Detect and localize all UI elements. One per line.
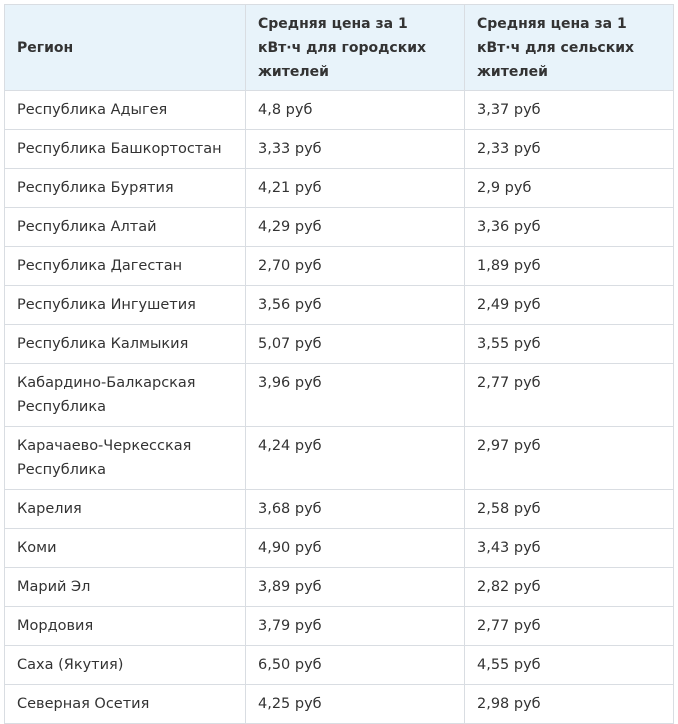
- cell-rural-price: 2,97 руб: [465, 427, 674, 490]
- table-row: [5, 529, 674, 568]
- table-row: [5, 91, 674, 130]
- table-row: [5, 247, 674, 286]
- cell-rural-price: 2,77 руб: [465, 607, 674, 646]
- header-urban-price: Средняя цена за 1 кВт·ч для городских жителей: [246, 5, 465, 91]
- cell-region: Республика Башкортостан: [5, 130, 246, 169]
- cell-rural-price: 2,77 руб: [465, 364, 674, 427]
- header-row: [5, 5, 674, 91]
- table-row: [5, 130, 674, 169]
- table-header: [5, 5, 674, 91]
- table-row: [5, 286, 674, 325]
- cell-urban-price: 3,33 руб: [246, 130, 465, 169]
- cell-rural-price: 3,36 руб: [465, 208, 674, 247]
- cell-urban-price: 2,70 руб: [246, 247, 465, 286]
- header-region: Регион: [5, 5, 246, 91]
- cell-rural-price: 2,33 руб: [465, 130, 674, 169]
- cell-region: Республика Калмыкия: [5, 325, 246, 364]
- cell-urban-price: 4,25 руб: [246, 685, 465, 724]
- cell-rural-price: 2,9 руб: [465, 169, 674, 208]
- cell-rural-price: 3,55 руб: [465, 325, 674, 364]
- table-row: [5, 208, 674, 247]
- cell-rural-price: 1,89 руб: [465, 247, 674, 286]
- cell-rural-price: 2,82 руб: [465, 568, 674, 607]
- cell-region: Карачаево-Черкесская Республика: [5, 427, 246, 490]
- table-row: [5, 568, 674, 607]
- cell-region: Республика Ингушетия: [5, 286, 246, 325]
- cell-region: Северная Осетия: [5, 685, 246, 724]
- header-rural-price: Средняя цена за 1 кВт·ч для сельских жителей: [465, 5, 674, 91]
- cell-urban-price: 3,96 руб: [246, 364, 465, 427]
- cell-rural-price: 4,55 руб: [465, 646, 674, 685]
- cell-region: Республика Бурятия: [5, 169, 246, 208]
- cell-urban-price: 3,79 руб: [246, 607, 465, 646]
- cell-rural-price: 3,43 руб: [465, 529, 674, 568]
- cell-urban-price: 4,90 руб: [246, 529, 465, 568]
- cell-urban-price: 3,56 руб: [246, 286, 465, 325]
- cell-region: Марий Эл: [5, 568, 246, 607]
- table-row: [5, 169, 674, 208]
- cell-urban-price: 4,8 руб: [246, 91, 465, 130]
- cell-urban-price: 3,89 руб: [246, 568, 465, 607]
- cell-rural-price: 2,98 руб: [465, 685, 674, 724]
- table-row: [5, 364, 674, 427]
- table-row: [5, 325, 674, 364]
- cell-urban-price: 4,29 руб: [246, 208, 465, 247]
- table-row: [5, 607, 674, 646]
- cell-rural-price: 3,37 руб: [465, 91, 674, 130]
- cell-region: Республика Адыгея: [5, 91, 246, 130]
- cell-region: Мордовия: [5, 607, 246, 646]
- cell-region: Республика Дагестан: [5, 247, 246, 286]
- cell-rural-price: 2,49 руб: [465, 286, 674, 325]
- table-row: [5, 685, 674, 724]
- cell-region: Саха (Якутия): [5, 646, 246, 685]
- table-row: [5, 646, 674, 685]
- table-body: [5, 91, 674, 724]
- price-table-container: [4, 4, 674, 724]
- cell-urban-price: 4,21 руб: [246, 169, 465, 208]
- cell-region: Карелия: [5, 490, 246, 529]
- cell-urban-price: 3,68 руб: [246, 490, 465, 529]
- cell-region: Коми: [5, 529, 246, 568]
- electricity-price-table: [4, 4, 674, 724]
- cell-urban-price: 4,24 руб: [246, 427, 465, 490]
- cell-urban-price: 5,07 руб: [246, 325, 465, 364]
- cell-region: Республика Алтай: [5, 208, 246, 247]
- table-row: [5, 490, 674, 529]
- cell-rural-price: 2,58 руб: [465, 490, 674, 529]
- table-row: [5, 427, 674, 490]
- cell-urban-price: 6,50 руб: [246, 646, 465, 685]
- cell-region: Кабардино-Балкарская Республика: [5, 364, 246, 427]
